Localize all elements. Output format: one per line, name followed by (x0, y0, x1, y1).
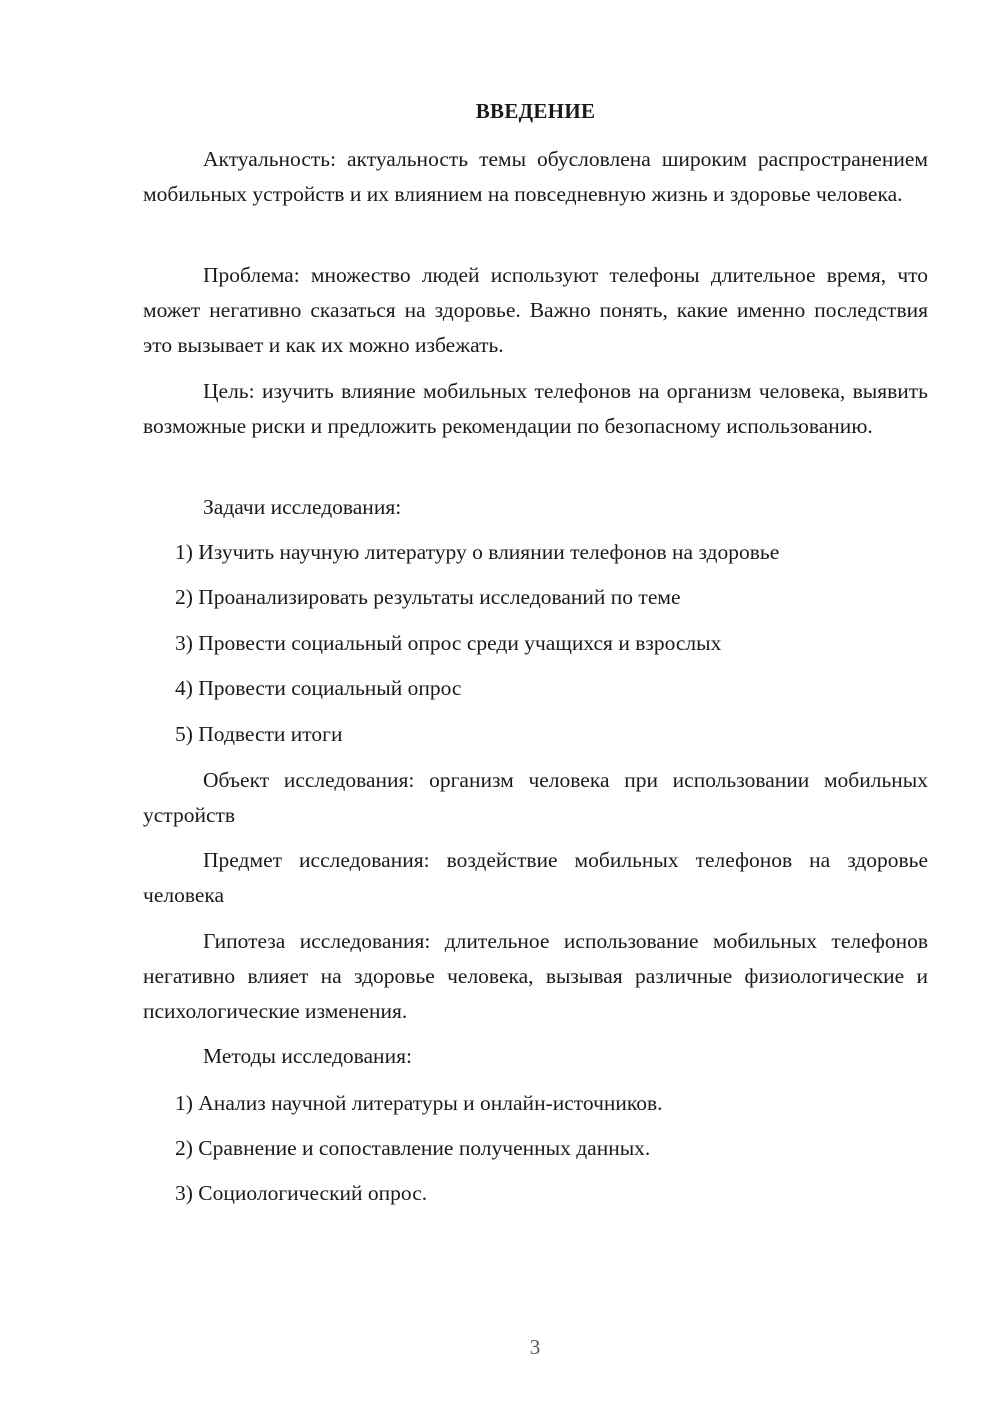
methods-label: Методы исследования: (203, 1044, 412, 1068)
subject-paragraph: Предмет исследования: воздействие мобильных телефонов на здоровье человека (143, 848, 928, 907)
method-item-1: 1) Анализ научной литературы и онлайн-источников. (175, 1091, 663, 1115)
method-item-2: 2) Сравнение и сопоставление полученных данных. (175, 1136, 651, 1160)
task-item-3: 3) Провести социальный опрос среди учащихся и взрослых (175, 631, 722, 655)
page-number: 3 (529, 1335, 541, 1359)
task-item-1: 1) Изучить научную литературу о влиянии телефонов на здоровье (175, 540, 780, 564)
tasks-label: Задачи исследования: (203, 495, 402, 519)
problem-paragraph: Проблема: множество людей используют телефоны длительное время, что может негативно сказаться на здоровье. Важно понять, какие именно последствия это вызывает и как их можно избежать. (143, 263, 928, 357)
method-item-3: 3) Социологический опрос. (175, 1181, 428, 1205)
hypothesis-paragraph: Гипотеза исследования: длительное использование мобильных телефонов негативно влияет на здоровье человека, вызывая различные физиологические и психологические изменения. (143, 929, 928, 1023)
goal-paragraph: Цель: изучить влияние мобильных телефонов на организм человека, выявить возможные риски и предложить рекомендации по безопасному использованию. (143, 379, 928, 438)
object-paragraph: Объект исследования: организм человека при использовании мобильных устройств (143, 768, 928, 827)
relevance-paragraph: Актуальность: актуальность темы обусловлена широким распространением мобильных устройств и их влиянием на повседневную жизнь и здоровье человека. (143, 147, 928, 206)
task-item-5: 5) Подвести итоги (175, 722, 343, 746)
task-item-4: 4) Провести социальный опрос (175, 676, 462, 700)
page-heading: ВВЕДЕНИЕ (475, 99, 596, 123)
task-item-2: 2) Проанализировать результаты исследований по теме (175, 585, 681, 609)
